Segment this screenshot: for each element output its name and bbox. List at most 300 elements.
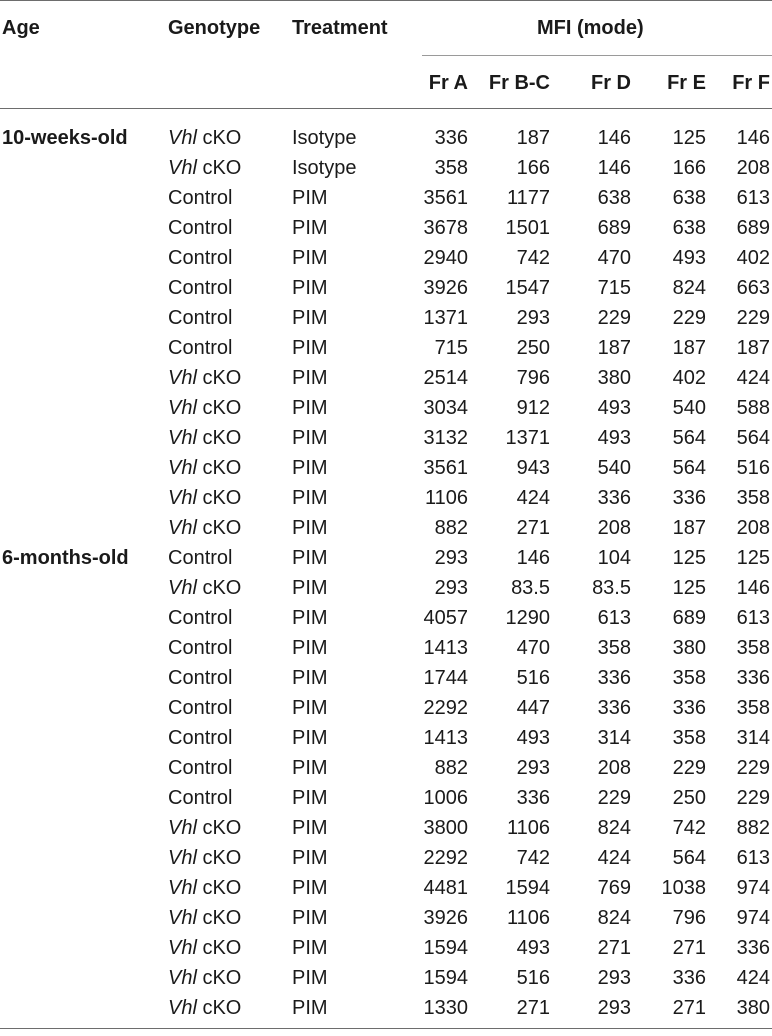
mfi-fr-e-cell: 125 bbox=[672, 127, 706, 149]
mfi-fr-b-c-cell: 250 bbox=[516, 337, 550, 359]
mfi-fr-f-cell: 229 bbox=[736, 787, 770, 809]
mfi-fr-d-cell: 424 bbox=[597, 847, 631, 869]
genotype-cell bbox=[168, 483, 241, 513]
genotype-cell bbox=[168, 663, 232, 693]
genotype-cell bbox=[168, 933, 241, 963]
mfi-fr-b-c-cell: 187 bbox=[516, 127, 550, 149]
genotype-gene: Vhl bbox=[168, 937, 197, 959]
mfi-fr-e-cell: 540 bbox=[672, 397, 706, 419]
table-row bbox=[0, 423, 772, 453]
genotype-label: cKO bbox=[196, 367, 242, 389]
table-row bbox=[0, 753, 772, 783]
mfi-fr-b-c-cell: 293 bbox=[516, 307, 550, 329]
table-bottom-rule bbox=[0, 1028, 772, 1029]
mfi-fr-e-cell: 493 bbox=[672, 247, 706, 269]
genotype-cell bbox=[168, 753, 232, 783]
mfi-fr-f-cell: 974 bbox=[736, 877, 770, 899]
table-row bbox=[0, 573, 772, 603]
table-row bbox=[0, 213, 772, 243]
treatment-cell: PIM bbox=[292, 607, 328, 629]
mfi-fr-b-c-cell: 493 bbox=[516, 937, 550, 959]
mfi-fr-f-cell: 564 bbox=[736, 427, 770, 449]
mfi-fr-f-cell: 358 bbox=[736, 637, 770, 659]
mfi-fr-a-cell: 293 bbox=[434, 577, 468, 599]
genotype-gene: Vhl bbox=[168, 427, 197, 449]
genotype-label: cKO bbox=[196, 517, 242, 539]
genotype-gene: Vhl bbox=[168, 487, 197, 509]
mfi-fr-d-cell: 229 bbox=[597, 307, 631, 329]
genotype-cell bbox=[168, 213, 232, 243]
mfi-fr-b-c-cell: 1371 bbox=[505, 427, 550, 449]
mfi-fr-a-cell: 2292 bbox=[423, 697, 468, 719]
genotype-label: Control bbox=[168, 307, 233, 329]
mfi-fr-f-cell: 402 bbox=[736, 247, 770, 269]
treatment-cell: PIM bbox=[292, 667, 328, 689]
treatment-cell: PIM bbox=[292, 997, 328, 1019]
table-row bbox=[0, 603, 772, 633]
genotype-label: Control bbox=[168, 337, 233, 359]
genotype-gene: Vhl bbox=[168, 457, 197, 479]
mfi-fr-e-cell: 125 bbox=[672, 547, 706, 569]
mfi-fr-b-c-cell: 516 bbox=[516, 967, 550, 989]
table-row bbox=[0, 153, 772, 183]
genotype-cell bbox=[168, 993, 241, 1023]
mfi-fr-a-cell: 4481 bbox=[423, 877, 468, 899]
mfi-fr-e-cell: 336 bbox=[672, 697, 706, 719]
table-row bbox=[0, 843, 772, 873]
header-fr-f: Fr F bbox=[732, 72, 770, 94]
genotype-label: Control bbox=[168, 757, 233, 779]
genotype-label: Control bbox=[168, 697, 233, 719]
mfi-fr-a-cell: 1330 bbox=[423, 997, 468, 1019]
treatment-cell: PIM bbox=[292, 457, 328, 479]
mfi-fr-e-cell: 824 bbox=[672, 277, 706, 299]
genotype-label: cKO bbox=[196, 907, 242, 929]
table-row bbox=[0, 723, 772, 753]
table-row bbox=[0, 633, 772, 663]
mfi-fr-e-cell: 250 bbox=[672, 787, 706, 809]
mfi-fr-d-cell: 769 bbox=[597, 877, 631, 899]
mfi-fr-e-cell: 125 bbox=[672, 577, 706, 599]
genotype-gene: Vhl bbox=[168, 817, 197, 839]
mfi-fr-f-cell: 229 bbox=[736, 307, 770, 329]
mfi-fr-d-cell: 187 bbox=[597, 337, 631, 359]
genotype-cell bbox=[168, 543, 232, 573]
mfi-fr-f-cell: 358 bbox=[736, 697, 770, 719]
header-fr-e: Fr E bbox=[667, 72, 706, 94]
mfi-fr-f-cell: 424 bbox=[736, 367, 770, 389]
genotype-cell bbox=[168, 843, 241, 873]
treatment-cell: PIM bbox=[292, 817, 328, 839]
mfi-fr-e-cell: 402 bbox=[672, 367, 706, 389]
genotype-label: cKO bbox=[196, 967, 242, 989]
treatment-cell: PIM bbox=[292, 697, 328, 719]
genotype-gene: Vhl bbox=[168, 877, 197, 899]
genotype-cell bbox=[168, 363, 241, 393]
genotype-gene: Vhl bbox=[168, 397, 197, 419]
genotype-gene: Vhl bbox=[168, 367, 197, 389]
mfi-fr-e-cell: 638 bbox=[672, 217, 706, 239]
header-fr-d: Fr D bbox=[591, 72, 631, 94]
mfi-fr-b-c-cell: 1106 bbox=[506, 817, 550, 839]
mfi-fr-a-cell: 3561 bbox=[423, 457, 468, 479]
mfi-fr-e-cell: 689 bbox=[672, 607, 706, 629]
mfi-fr-b-c-cell: 166 bbox=[516, 157, 550, 179]
age-cell: 6-months-old bbox=[2, 547, 129, 569]
mfi-fr-e-cell: 564 bbox=[672, 847, 706, 869]
table-row bbox=[0, 663, 772, 693]
mfi-fr-f-cell: 229 bbox=[736, 757, 770, 779]
header-treatment: Treatment bbox=[292, 17, 388, 39]
mfi-fr-b-c-cell: 424 bbox=[516, 487, 550, 509]
mfi-fr-b-c-cell: 336 bbox=[516, 787, 550, 809]
mfi-fr-b-c-cell: 742 bbox=[516, 247, 550, 269]
mfi-fr-d-cell: 208 bbox=[597, 757, 631, 779]
mfi-fr-d-cell: 493 bbox=[597, 427, 631, 449]
mfi-fr-d-cell: 83.5 bbox=[592, 577, 631, 599]
mfi-fr-b-c-cell: 1177 bbox=[506, 187, 550, 209]
mfi-fr-d-cell: 540 bbox=[597, 457, 631, 479]
genotype-label: cKO bbox=[196, 487, 242, 509]
genotype-cell bbox=[168, 393, 241, 423]
mfi-fr-f-cell: 663 bbox=[736, 277, 770, 299]
genotype-cell bbox=[168, 333, 232, 363]
mfi-fr-a-cell: 3926 bbox=[423, 907, 468, 929]
treatment-cell: Isotype bbox=[292, 127, 357, 149]
mfi-fr-a-cell: 293 bbox=[434, 547, 468, 569]
treatment-cell: PIM bbox=[292, 577, 328, 599]
mfi-fr-a-cell: 1594 bbox=[423, 967, 468, 989]
treatment-cell: PIM bbox=[292, 367, 328, 389]
genotype-label: cKO bbox=[196, 997, 242, 1019]
mfi-fr-a-cell: 3561 bbox=[423, 187, 468, 209]
treatment-cell: PIM bbox=[292, 847, 328, 869]
treatment-cell: PIM bbox=[292, 727, 328, 749]
mfi-fr-f-cell: 146 bbox=[736, 577, 770, 599]
genotype-label: cKO bbox=[196, 577, 242, 599]
table-row bbox=[0, 813, 772, 843]
genotype-label: Control bbox=[168, 667, 233, 689]
mfi-fr-d-cell: 715 bbox=[597, 277, 631, 299]
mfi-fr-e-cell: 1038 bbox=[661, 877, 706, 899]
treatment-cell: PIM bbox=[292, 487, 328, 509]
mfi-fr-d-cell: 104 bbox=[597, 547, 631, 569]
genotype-gene: Vhl bbox=[168, 907, 197, 929]
genotype-label: Control bbox=[168, 547, 233, 569]
genotype-gene: Vhl bbox=[168, 997, 197, 1019]
mfi-fr-d-cell: 493 bbox=[597, 397, 631, 419]
mfi-fr-d-cell: 470 bbox=[597, 247, 631, 269]
treatment-cell: PIM bbox=[292, 877, 328, 899]
mfi-fr-a-cell: 1413 bbox=[423, 637, 468, 659]
mfi-fr-a-cell: 3926 bbox=[423, 277, 468, 299]
mfi-fr-a-cell: 336 bbox=[434, 127, 468, 149]
treatment-cell: PIM bbox=[292, 967, 328, 989]
treatment-cell: PIM bbox=[292, 907, 328, 929]
mfi-fr-f-cell: 613 bbox=[736, 187, 770, 209]
table-row bbox=[0, 873, 772, 903]
mfi-fr-a-cell: 1006 bbox=[423, 787, 468, 809]
treatment-cell: PIM bbox=[292, 757, 328, 779]
header-fr-a: Fr A bbox=[428, 72, 468, 94]
mfi-fr-d-cell: 358 bbox=[597, 637, 631, 659]
table-row bbox=[0, 393, 772, 423]
table-body bbox=[0, 123, 772, 1023]
mfi-fr-a-cell: 3132 bbox=[423, 427, 468, 449]
genotype-label: Control bbox=[168, 637, 233, 659]
mfi-fr-d-cell: 229 bbox=[597, 787, 631, 809]
table-row bbox=[0, 513, 772, 543]
mfi-fr-d-cell: 336 bbox=[597, 667, 631, 689]
genotype-label: Control bbox=[168, 787, 233, 809]
mfi-fr-d-cell: 314 bbox=[597, 727, 631, 749]
mfi-fr-f-cell: 125 bbox=[736, 547, 770, 569]
mfi-fr-b-c-cell: 146 bbox=[516, 547, 550, 569]
treatment-cell: PIM bbox=[292, 277, 328, 299]
genotype-cell bbox=[168, 963, 241, 993]
mfi-fr-e-cell: 229 bbox=[672, 757, 706, 779]
genotype-cell bbox=[168, 153, 241, 183]
table-row bbox=[0, 693, 772, 723]
mfi-fr-a-cell: 3800 bbox=[423, 817, 468, 839]
genotype-cell bbox=[168, 693, 232, 723]
genotype-cell bbox=[168, 183, 232, 213]
mfi-fr-d-cell: 293 bbox=[597, 967, 631, 989]
mfi-fr-b-c-cell: 271 bbox=[516, 997, 550, 1019]
genotype-label: cKO bbox=[196, 457, 242, 479]
genotype-cell bbox=[168, 273, 232, 303]
genotype-cell bbox=[168, 783, 232, 813]
treatment-cell: PIM bbox=[292, 787, 328, 809]
treatment-cell: PIM bbox=[292, 937, 328, 959]
genotype-cell bbox=[168, 813, 241, 843]
header-fr-b-c: Fr B-C bbox=[488, 72, 550, 94]
mfi-fr-e-cell: 564 bbox=[672, 457, 706, 479]
mfi-fr-a-cell: 882 bbox=[434, 517, 468, 539]
table-row bbox=[0, 363, 772, 393]
mfi-fr-e-cell: 187 bbox=[672, 337, 706, 359]
genotype-cell bbox=[168, 303, 232, 333]
mfi-fr-d-cell: 689 bbox=[597, 217, 631, 239]
mfi-fr-e-cell: 166 bbox=[672, 157, 706, 179]
genotype-cell bbox=[168, 123, 241, 153]
mfi-fr-e-cell: 742 bbox=[672, 817, 706, 839]
mfi-fr-e-cell: 336 bbox=[672, 967, 706, 989]
mfi-fr-f-cell: 588 bbox=[736, 397, 770, 419]
mfi-fr-d-cell: 271 bbox=[597, 937, 631, 959]
header-mfi: MFI (mode) bbox=[537, 17, 644, 39]
genotype-label: cKO bbox=[196, 937, 242, 959]
genotype-gene: Vhl bbox=[168, 967, 197, 989]
genotype-label: cKO bbox=[196, 817, 242, 839]
mfi-fr-f-cell: 380 bbox=[736, 997, 770, 1019]
treatment-cell: PIM bbox=[292, 427, 328, 449]
mfi-fr-b-c-cell: 470 bbox=[516, 637, 550, 659]
mfi-fr-e-cell: 358 bbox=[672, 667, 706, 689]
mfi-fr-a-cell: 882 bbox=[434, 757, 468, 779]
mfi-fr-a-cell: 1413 bbox=[423, 727, 468, 749]
treatment-cell: PIM bbox=[292, 397, 328, 419]
mfi-fr-f-cell: 187 bbox=[736, 337, 770, 359]
mfi-fr-d-cell: 336 bbox=[597, 697, 631, 719]
mfi-fr-f-cell: 974 bbox=[736, 907, 770, 929]
mfi-fr-e-cell: 380 bbox=[672, 637, 706, 659]
genotype-cell bbox=[168, 243, 232, 273]
mfi-fr-a-cell: 2940 bbox=[423, 247, 468, 269]
mfi-fr-a-cell: 2292 bbox=[423, 847, 468, 869]
mfi-fr-b-c-cell: 271 bbox=[516, 517, 550, 539]
table-row bbox=[0, 303, 772, 333]
mfi-fr-d-cell: 146 bbox=[597, 157, 631, 179]
mfi-fr-a-cell: 1744 bbox=[423, 667, 468, 689]
genotype-cell bbox=[168, 513, 241, 543]
table-top-rule bbox=[0, 0, 772, 1]
mfi-fr-e-cell: 638 bbox=[672, 187, 706, 209]
genotype-cell bbox=[168, 873, 241, 903]
table-row bbox=[0, 453, 772, 483]
mfi-fr-a-cell: 4057 bbox=[423, 607, 468, 629]
mfi-fr-f-cell: 208 bbox=[736, 157, 770, 179]
genotype-label: Control bbox=[168, 607, 233, 629]
mfi-fr-e-cell: 271 bbox=[672, 997, 706, 1019]
genotype-label: Control bbox=[168, 727, 233, 749]
mfi-fr-a-cell: 3034 bbox=[423, 397, 468, 419]
mfi-fr-e-cell: 336 bbox=[672, 487, 706, 509]
table-row bbox=[0, 333, 772, 363]
mfi-fr-e-cell: 358 bbox=[672, 727, 706, 749]
mfi-fr-d-cell: 208 bbox=[597, 517, 631, 539]
mfi-fr-f-cell: 336 bbox=[736, 667, 770, 689]
mfi-fr-b-c-cell: 1547 bbox=[505, 277, 550, 299]
treatment-cell: PIM bbox=[292, 247, 328, 269]
mfi-fr-b-c-cell: 493 bbox=[516, 727, 550, 749]
mfi-fr-a-cell: 3678 bbox=[423, 217, 468, 239]
header-age: Age bbox=[2, 17, 40, 39]
mfi-fr-a-cell: 1106 bbox=[424, 487, 468, 509]
mfi-fr-d-cell: 638 bbox=[597, 187, 631, 209]
table-row bbox=[0, 933, 772, 963]
genotype-label: cKO bbox=[196, 157, 242, 179]
mfi-fr-f-cell: 424 bbox=[736, 967, 770, 989]
mfi-fr-f-cell: 208 bbox=[736, 517, 770, 539]
mfi-fr-a-cell: 1594 bbox=[423, 937, 468, 959]
genotype-label: Control bbox=[168, 217, 233, 239]
genotype-label: cKO bbox=[196, 877, 242, 899]
genotype-label: Control bbox=[168, 277, 233, 299]
mfi-fr-a-cell: 1371 bbox=[423, 307, 468, 329]
mfi-fr-f-cell: 516 bbox=[736, 457, 770, 479]
age-cell: 10-weeks-old bbox=[2, 127, 128, 149]
genotype-cell bbox=[168, 903, 241, 933]
genotype-gene: Vhl bbox=[168, 127, 197, 149]
mfi-fr-e-cell: 564 bbox=[672, 427, 706, 449]
genotype-cell bbox=[168, 573, 241, 603]
header-genotype: Genotype bbox=[168, 17, 261, 39]
genotype-label: cKO bbox=[196, 427, 242, 449]
mfi-fr-f-cell: 882 bbox=[736, 817, 770, 839]
mfi-fr-f-cell: 314 bbox=[736, 727, 770, 749]
table-row bbox=[0, 243, 772, 273]
mfi-fr-f-cell: 146 bbox=[736, 127, 770, 149]
genotype-label: cKO bbox=[196, 127, 242, 149]
header-bottom-rule bbox=[0, 108, 772, 109]
mfi-fr-d-cell: 613 bbox=[597, 607, 631, 629]
mfi-fr-b-c-cell: 83.5 bbox=[511, 577, 550, 599]
treatment-cell: PIM bbox=[292, 637, 328, 659]
mfi-fr-b-c-cell: 1290 bbox=[505, 607, 550, 629]
table-row bbox=[0, 903, 772, 933]
genotype-cell bbox=[168, 633, 232, 663]
genotype-label: cKO bbox=[196, 847, 242, 869]
mfi-fr-b-c-cell: 1106 bbox=[506, 907, 550, 929]
table-row bbox=[0, 483, 772, 513]
mfi-fr-d-cell: 824 bbox=[597, 817, 631, 839]
mfi-fr-b-c-cell: 912 bbox=[516, 397, 550, 419]
treatment-cell: PIM bbox=[292, 337, 328, 359]
genotype-cell bbox=[168, 453, 241, 483]
mfi-fr-b-c-cell: 742 bbox=[516, 847, 550, 869]
mfi-fr-e-cell: 229 bbox=[672, 307, 706, 329]
genotype-gene: Vhl bbox=[168, 157, 197, 179]
genotype-label: cKO bbox=[196, 397, 242, 419]
treatment-cell: Isotype bbox=[292, 157, 357, 179]
treatment-cell: PIM bbox=[292, 547, 328, 569]
table-row bbox=[0, 123, 772, 153]
mfi-fr-d-cell: 336 bbox=[597, 487, 631, 509]
mfi-fr-d-cell: 146 bbox=[597, 127, 631, 149]
mfi-fr-f-cell: 613 bbox=[736, 607, 770, 629]
genotype-cell bbox=[168, 423, 241, 453]
mfi-fr-f-cell: 336 bbox=[736, 937, 770, 959]
mfi-fr-b-c-cell: 293 bbox=[516, 757, 550, 779]
mfi-fr-e-cell: 187 bbox=[672, 517, 706, 539]
mfi-fr-b-c-cell: 1501 bbox=[505, 217, 550, 239]
genotype-gene: Vhl bbox=[168, 847, 197, 869]
treatment-cell: PIM bbox=[292, 187, 328, 209]
mfi-fr-e-cell: 796 bbox=[672, 907, 706, 929]
mfi-fr-f-cell: 613 bbox=[736, 847, 770, 869]
mfi-fr-f-cell: 689 bbox=[736, 217, 770, 239]
mfi-fr-b-c-cell: 796 bbox=[516, 367, 550, 389]
treatment-cell: PIM bbox=[292, 217, 328, 239]
mfi-fr-d-cell: 824 bbox=[597, 907, 631, 929]
mfi-fr-a-cell: 715 bbox=[434, 337, 468, 359]
table-row bbox=[0, 993, 772, 1023]
mfi-fr-d-cell: 293 bbox=[597, 997, 631, 1019]
mfi-fr-b-c-cell: 1594 bbox=[505, 877, 550, 899]
genotype-cell bbox=[168, 723, 232, 753]
genotype-label: Control bbox=[168, 187, 233, 209]
table-row bbox=[0, 183, 772, 213]
genotype-gene: Vhl bbox=[168, 577, 197, 599]
mfi-fr-a-cell: 358 bbox=[434, 157, 468, 179]
genotype-gene: Vhl bbox=[168, 517, 197, 539]
mfi-fr-f-cell: 358 bbox=[736, 487, 770, 509]
genotype-cell bbox=[168, 603, 232, 633]
mfi-subheader-rule bbox=[422, 55, 772, 56]
table-row bbox=[0, 783, 772, 813]
treatment-cell: PIM bbox=[292, 307, 328, 329]
treatment-cell: PIM bbox=[292, 517, 328, 539]
mfi-fr-d-cell: 380 bbox=[597, 367, 631, 389]
mfi-fr-b-c-cell: 943 bbox=[516, 457, 550, 479]
table-row bbox=[0, 963, 772, 993]
table-row bbox=[0, 273, 772, 303]
mfi-fr-a-cell: 2514 bbox=[423, 367, 468, 389]
mfi-fr-e-cell: 271 bbox=[672, 937, 706, 959]
genotype-label: Control bbox=[168, 247, 233, 269]
table-row bbox=[0, 543, 772, 573]
